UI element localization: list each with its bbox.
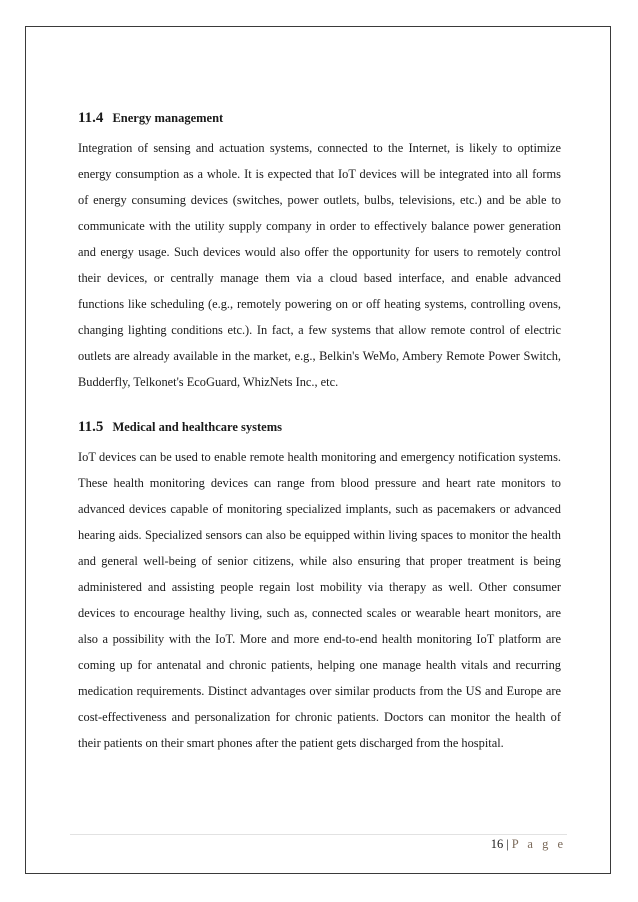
section-energy-management bbox=[78, 104, 561, 395]
footer-separator: | bbox=[506, 837, 509, 851]
section-paragraph: Integration of sensing and actuation systems, connected to the Internet, is likely to optimize energy consumption as a whole. It is expected that IoT devices will be integrated into all forms of energy consuming devices (switches, power outlets, bulbs, televisions, etc.) and be able to communicate with the utility supply company in order to effectively balance power generation and energy usage. Such devices would also offer the opportunity for users to remotely control their devices, or centrally manage them via a cloud based interface, and enable advanced functions like scheduling (e.g., remotely powering on or off heating systems, controlling ovens, changing lighting conditions etc.). In fact, a few systems that allow remote control of electric outlets are already available in the market, e.g., Belkin's WeMo, Ambery Remote Power Switch, Budderfly, Telkonet's EcoGuard, WhizNets Inc., etc. bbox=[78, 141, 561, 389]
section-heading bbox=[78, 104, 561, 129]
section-number: 11.5 bbox=[78, 419, 104, 435]
footer-divider bbox=[70, 834, 567, 835]
page-number: 16 bbox=[490, 837, 504, 851]
section-title: Energy management bbox=[112, 111, 224, 125]
section-heading bbox=[78, 413, 561, 438]
section-number: 11.4 bbox=[78, 110, 104, 126]
section-title: Medical and healthcare systems bbox=[112, 420, 282, 434]
page-footer bbox=[491, 836, 566, 852]
page-label: P a g e bbox=[511, 837, 566, 851]
section-paragraph: IoT devices can be used to enable remote health monitoring and emergency notification systems. These health monitoring devices can range from blood pressure and heart rate monitors to advanced devices capable of monitoring specialized implants, such as pacemakers or advanced hearing aids. Specialized sensors can also be equipped within living spaces to monitor the health and general well-being of senior citizens, while also ensuring that proper treatment is being administered and assisting people regain lost mobility via therapy as well. Other consumer devices to encourage healthy living, such as, connected scales or wearable heart monitors, are also a possibility with the IoT. More and more end-to-end health monitoring IoT platform are coming up for antenatal and chronic patients, helping one manage health vitals and recurring medication requirements. Distinct advantages over similar products from the US and Europe are cost-effectiveness and personalization for chronic patients. Doctors can monitor the health of their patients on their smart phones after the patient gets discharged from the hospital. bbox=[78, 450, 561, 750]
document-body bbox=[78, 104, 561, 756]
section-medical-healthcare bbox=[78, 413, 561, 756]
